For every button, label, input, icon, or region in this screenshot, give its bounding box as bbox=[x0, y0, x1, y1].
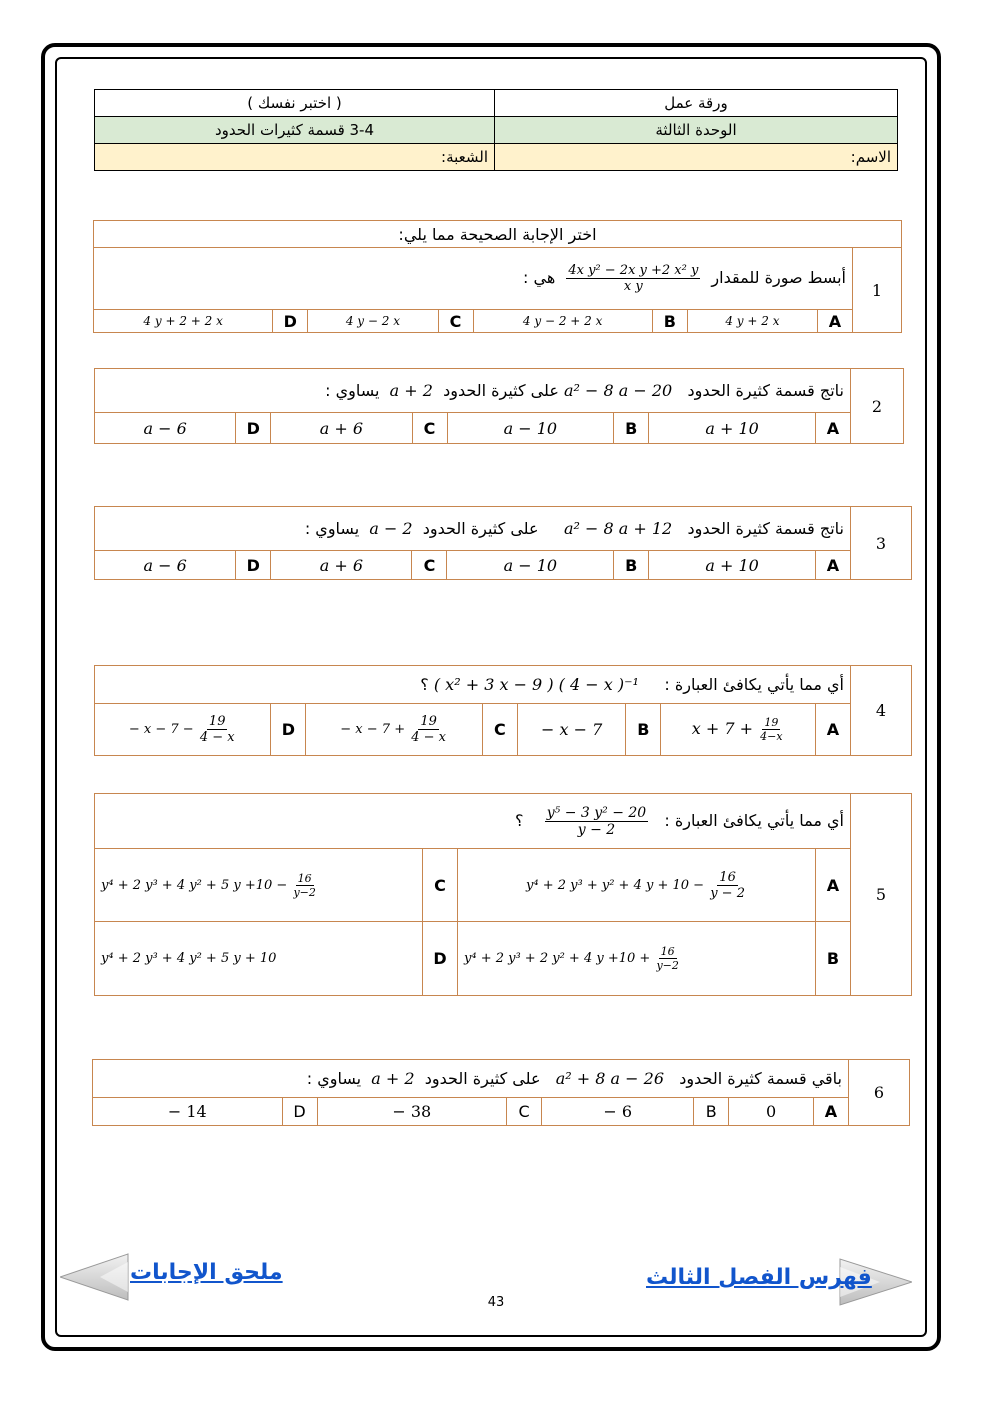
name-field[interactable]: الاسم: bbox=[495, 144, 898, 171]
choice-a-letter[interactable]: A bbox=[818, 310, 853, 333]
choice-d[interactable]: − x − 7 − $\frac{19}{4 - x}$ bbox=[95, 704, 271, 756]
choice-c[interactable]: y⁴ + 2 y³ + 4 y² + 5 y +10 − $\frac{16}{y-2}$ bbox=[95, 849, 423, 922]
choice-b-letter[interactable]: B bbox=[626, 704, 661, 756]
question-text: باقي قسمة كثيرة الحدود a² + 8 a − 26 على كثيرة الحدود a + 2 يساوي : bbox=[93, 1060, 849, 1098]
choice-c-letter[interactable]: C bbox=[482, 704, 517, 756]
choice-c[interactable]: a + 6 bbox=[271, 413, 412, 444]
question-number: 5 bbox=[851, 794, 912, 996]
test-yourself: ( اختبر نفسك ) bbox=[95, 90, 495, 117]
answers-appendix-label[interactable]: ملحق الإجابات bbox=[130, 1260, 283, 1285]
choice-a-letter[interactable]: A bbox=[814, 1098, 849, 1126]
question-number: 6 bbox=[849, 1060, 910, 1126]
choice-a[interactable]: 0 bbox=[729, 1098, 814, 1126]
choice-c-letter[interactable]: C bbox=[438, 310, 473, 333]
choice-c-letter[interactable]: C bbox=[507, 1098, 542, 1126]
chapter-index-label[interactable]: فهرس الفصل الثالث bbox=[646, 1265, 872, 1290]
choice-a-letter[interactable]: A bbox=[816, 413, 851, 444]
worksheet-title: ورقة عمل bbox=[495, 90, 898, 117]
choice-b[interactable]: a − 10 bbox=[447, 413, 614, 444]
choice-c[interactable]: a + 6 bbox=[271, 551, 412, 580]
question-text: أبسط صورة للمقدار $\frac{\text{4x y² − 2x y +2 x² y}}{\text{x y}}$ هي : bbox=[94, 248, 853, 310]
choice-d[interactable]: 4 y + 2 + 2 x bbox=[94, 310, 273, 333]
choice-d-letter[interactable]: D bbox=[423, 922, 458, 996]
choice-d-letter[interactable]: D bbox=[271, 704, 306, 756]
choice-a[interactable]: x + 7 + $\frac{19}{4-x}$ bbox=[661, 704, 816, 756]
choice-d-letter[interactable]: D bbox=[236, 413, 271, 444]
section-field[interactable]: الشعبة: bbox=[95, 144, 495, 171]
choice-b-letter[interactable]: B bbox=[614, 551, 649, 580]
choice-a[interactable]: a + 10 bbox=[649, 413, 816, 444]
question-2 bbox=[94, 368, 904, 444]
choice-d[interactable]: a − 6 bbox=[95, 551, 236, 580]
choice-d[interactable]: − 14 bbox=[93, 1098, 283, 1126]
question-number: 1 bbox=[853, 248, 902, 333]
question-text: أي مما يأتي يكافئ العبارة : ( x² + 3 x − 9 ) ( 4 − x )⁻¹ ؟ bbox=[95, 666, 851, 704]
choice-b[interactable]: y⁴ + 2 y³ + 2 y² + 4 y +10 + $\frac{16}{y-2}$ bbox=[458, 922, 816, 996]
choice-d-letter[interactable]: D bbox=[282, 1098, 317, 1126]
question-text: ناتج قسمة كثيرة الحدود a² − 8 a + 12 على كثيرة الحدود a − 2 يساوي : bbox=[95, 507, 851, 551]
question-number: 4 bbox=[851, 666, 912, 756]
choice-b-letter[interactable]: B bbox=[652, 310, 687, 333]
choice-c[interactable]: − x − 7 + $\frac{19}{4 - x}$ bbox=[306, 704, 482, 756]
question-text: أي مما يأتي يكافئ العبارة : $\frac{\text{y⁵ − 3 y² − 20}}{y - 2}$ ؟ bbox=[95, 794, 851, 849]
choice-b[interactable]: 4 y − 2 + 2 x bbox=[473, 310, 652, 333]
choice-c-letter[interactable]: C bbox=[412, 413, 447, 444]
question-6 bbox=[92, 1059, 910, 1126]
choice-d-letter[interactable]: D bbox=[273, 310, 308, 333]
choice-a[interactable]: 4 y + 2 x bbox=[687, 310, 817, 333]
choice-d-letter[interactable]: D bbox=[236, 551, 271, 580]
choice-d[interactable]: y⁴ + 2 y³ + 4 y² + 5 y + 10 bbox=[95, 922, 423, 996]
choice-a[interactable]: a + 10 bbox=[649, 551, 816, 580]
choice-b-letter[interactable]: B bbox=[816, 922, 851, 996]
choice-a-letter[interactable]: A bbox=[816, 551, 851, 580]
instruction: اختر الإجابة الصحيحة مما يلي: bbox=[94, 221, 902, 248]
choice-c[interactable]: 4 y − 2 x bbox=[308, 310, 438, 333]
choice-b[interactable]: − 6 bbox=[542, 1098, 694, 1126]
question-5 bbox=[94, 793, 912, 996]
choice-c-letter[interactable]: C bbox=[423, 849, 458, 922]
question-number: 2 bbox=[851, 369, 904, 444]
question-number: 3 bbox=[851, 507, 912, 580]
choice-c[interactable]: − 38 bbox=[317, 1098, 506, 1126]
page-number: 43 bbox=[487, 1295, 505, 1310]
lesson-title: 3-4 قسمة كثيرات الحدود bbox=[95, 117, 495, 144]
choice-c-letter[interactable]: C bbox=[412, 551, 447, 580]
choice-b[interactable]: a − 10 bbox=[447, 551, 614, 580]
question-3 bbox=[94, 506, 912, 580]
question-4 bbox=[94, 665, 912, 756]
choice-b[interactable]: − x − 7 bbox=[517, 704, 626, 756]
choice-d[interactable]: a − 6 bbox=[95, 413, 236, 444]
choice-a[interactable]: y⁴ + 2 y³ + y² + 4 y + 10 − $\frac{16}{y - 2}$ bbox=[458, 849, 816, 922]
header-table bbox=[94, 89, 898, 171]
choice-b-letter[interactable]: B bbox=[694, 1098, 729, 1126]
choice-a-letter[interactable]: A bbox=[816, 849, 851, 922]
choice-a-letter[interactable]: A bbox=[816, 704, 851, 756]
unit-title: الوحدة الثالثة bbox=[495, 117, 898, 144]
question-1 bbox=[93, 220, 902, 333]
question-text: ناتج قسمة كثيرة الحدود a² − 8 a − 20 على كثيرة الحدود a + 2 يساوي : bbox=[95, 369, 851, 413]
choice-b-letter[interactable]: B bbox=[614, 413, 649, 444]
